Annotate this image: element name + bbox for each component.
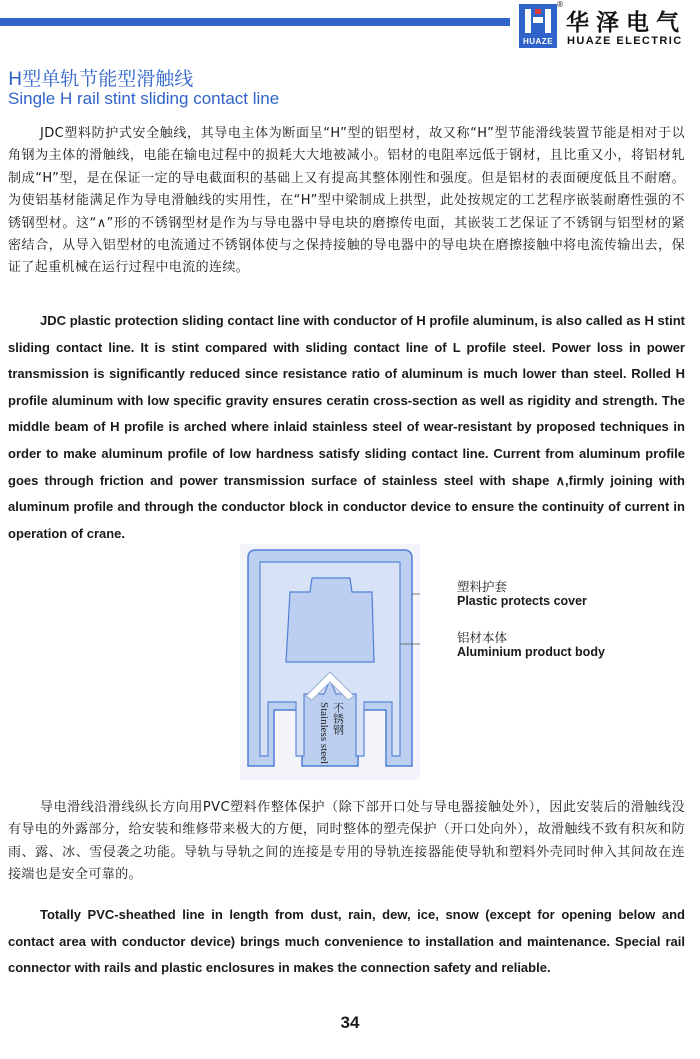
page-title-en: Single H rail stint sliding contact line — [8, 89, 280, 108]
paragraph-intro-cn: JDC塑料防护式安全触线，其导电主体为断面呈“H”型的铝型材，故又称“H”型节能滑线装置节能是相对于以角钢为主体的滑触线，电能在输电过程中的损耗大大地被减小。铝材的电阻率远低于钢材，且比重又小，将铝材轧制成“H”型，是在保证一定的导电截面积的基础上又有提高其整体刚性和强度。但是铝材的表面硬度低且不耐磨。为使铝基材能满足作为导电滑触线的实用性，在“H”型中梁制成上拱型，此处按规定的工艺程序嵌装耐磨性强的不锈钢型材。这“∧”形的不锈钢型材是作为与导电器中导电块的磨擦传电面，其嵌装工艺保证了不锈钢与铝型材的紧密结合，从导入铝型材的电流通过不锈钢体使与之保持接触的导电器中的导电块在磨擦接触中将电流传输出去，保证了起重机械在运行过程中电流的连续。 — [8, 126, 685, 276]
steel-label-cn: 不锈钢 — [331, 702, 345, 735]
header-accent-bar — [0, 18, 510, 26]
paragraph-intro-en: JDC plastic protection sliding contact line with conductor of H profile aluminum, is also called as H stint sliding contact line. It is stint compared with sliding contact line of L profile steel. Power loss in power transmission is significantly reduced since resistance ratio of aluminum is much lower than steel. Rolled H profile aluminum with low specific gravity ensures ceratin cross-section as well as rigidity and strength. The middle beam of H profile is arched where inlaid stainless steel of wear-resistant by proposed techniques in order to make aluminum profile of low hardness satisfy sliding contact line. Current from aluminum profile goes through friction and power transmission surface of stainless steel with shape ∧,firmly joining with aluminum profile and through the conductor block in conductor device to ensure the continuity of current in operation of crane. — [8, 313, 685, 541]
h-rail-cross-section-figure — [240, 544, 420, 780]
steel-label-en: Stainless steel — [318, 702, 330, 765]
label-body-cn: 铝材本体 — [457, 630, 508, 645]
logo-mark-icon — [524, 8, 552, 34]
label-cover-cn: 塑料护套 — [457, 579, 508, 594]
paragraph-protection-cn: 导电滑线沿滑线纵长方向用PVC塑料作整体保护（除下部开口处与导电器接触处外），因此安装后的滑触线没有导电的外露部分，给安装和维修带来极大的方便，同时整体的塑壳保护（开口处向外），故滑触线不致有积灰和防雨、露、冰、雪侵袭之功能。导轨与导轨之间的连接是专用的导轨连接器能使导轨和塑料外壳同时伸入其间故在连接端也是安全可靠的。 — [8, 800, 685, 883]
page-title-cn: H型单轨节能型滑触线 — [8, 68, 194, 90]
page-number: 34 — [340, 1013, 360, 1032]
label-body-en: Aluminium product body — [457, 645, 605, 659]
brand-name-en: HUAZE ELECTRIC — [567, 35, 683, 47]
label-cover-en: Plastic protects cover — [457, 594, 587, 608]
paragraph-protection-en: Totally PVC-sheathed line in length from dust, rain, dew, ice, snow (except for opening below and contact area with conductor device) brings much convenience to installation and maintenance. Special rail connector with rails and plastic enclosures in makes the connection safety and reliable. — [8, 907, 685, 976]
logo-text: HUAZE — [522, 37, 554, 46]
brand-name-cn: 华泽电气 — [566, 10, 686, 36]
registered-mark: ® — [556, 0, 564, 9]
huaze-logo — [519, 4, 557, 48]
h-rail-diagram — [240, 544, 420, 780]
